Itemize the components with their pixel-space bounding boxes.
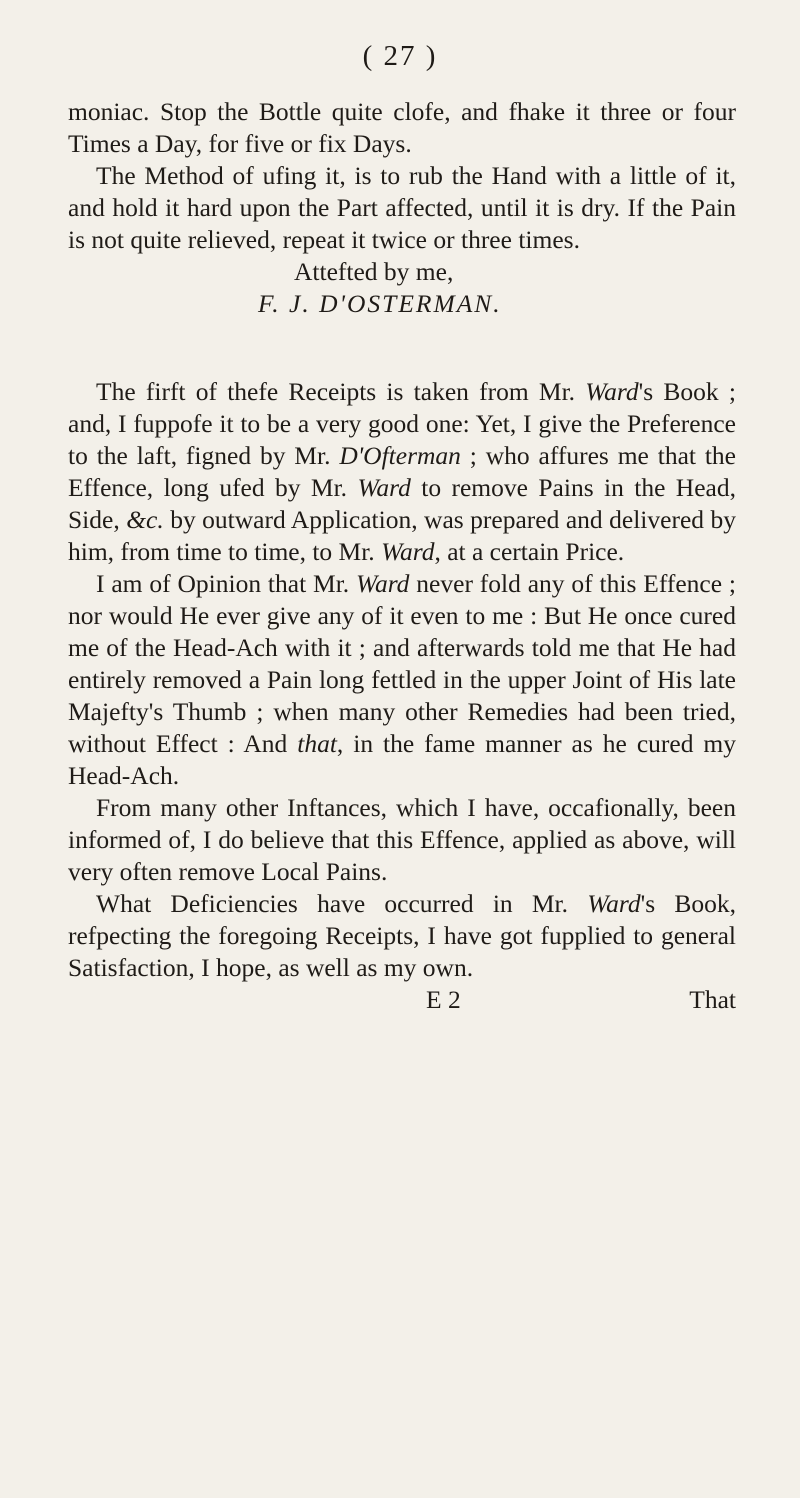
attestation: Attefted by me, xyxy=(294,257,454,286)
paragraph-5: From many other Inftances, which I have, occafionally, been informed of, I do believe that this Effence, applied as above, will very often remove Local Pains. xyxy=(68,793,736,886)
paragraph-2: The Method of ufing it, is to rub the Hand with a little of it, and hold it hard upon the Part affected, until it is dry. If the Pain is not quite relieved, repeat it twice or three times. xyxy=(68,161,736,254)
signature-mark: E 2 xyxy=(426,985,461,1014)
paragraph-6: What Deficiencies have occurred in Mr. Ward's Book, refpecting the foregoing Receipts, I have got fupplied to general Satisfaction, I hope, as well as my own. xyxy=(68,889,736,982)
catchword: That xyxy=(689,985,736,1014)
paragraph-1: moniac. Stop the Bottle quite clofe, and fhake it three or four Times a Day, for five or fix Days. xyxy=(68,97,736,158)
signature: F. J. D'OSTERMAN. xyxy=(258,289,502,318)
paragraph-4: I am of Opinion that Mr. Ward never fold any of this Effence ; nor would He ever give any of it even to me : But He once cured me of the Head-Ach with it ; and afterwards told me that He had entirely removed a Pain long fettled in the upper Joint of His late Majefty's Thumb ; when many other Remedies had been tried, without Effect : And that, in the fame manner as he cured my Head-Ach. xyxy=(68,569,736,790)
page-footer xyxy=(68,984,736,1016)
page-number: ( 27 ) xyxy=(362,40,438,72)
paragraph-3: The firft of thefe Receipts is taken from Mr. Ward's Book ; and, I fuppofe it to be a very good one: Yet, I give the Preference to the laft, figned by Mr. D'Ofterman ; who affures me that the Effence, long ufed by Mr. Ward to remove Pains in the Head, Side, &c. by outward Application, was prepared and delivered by him, from time to time, to Mr. Ward, at a certain Price. xyxy=(68,377,736,566)
page-text xyxy=(68,96,736,1016)
